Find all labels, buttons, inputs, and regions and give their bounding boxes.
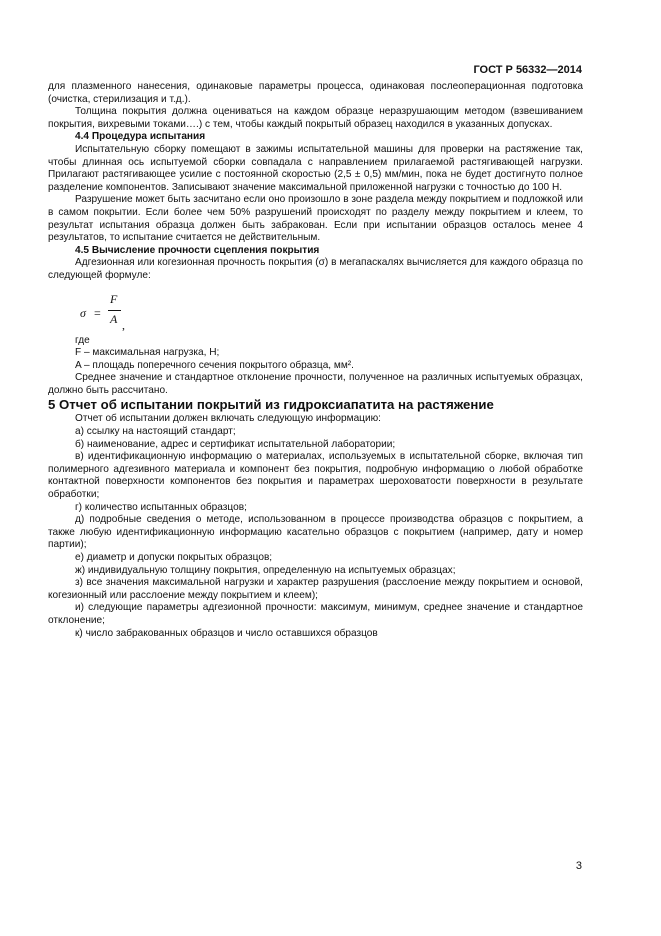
subsection-heading-4-4: 4.4 Процедура испытания	[75, 131, 206, 143]
list-item: б) наименование, адрес и сертификат испытательной лаборатории;	[75, 438, 396, 450]
definition-a	[48, 360, 583, 373]
paragraph: Толщина покрытия должна оцениваться на каждом образце неразрушающим методом (взвешиванием покрытия, вихревыми токами….) с тем, чтобы каждый покрытый образец находился в указанных допусках.	[48, 106, 583, 130]
page-number: 3	[575, 860, 582, 872]
definition-a-tail: .	[351, 359, 354, 371]
definition-f: F – максимальная нагрузка, Н;	[75, 347, 220, 359]
formula-sigma: σ	[80, 305, 86, 320]
paragraph: Испытательную сборку помещают в зажимы испытательной машины для проверки на растяжение так, чтобы длинная ось испытуемой сборки совпадала с направлением прилагаемой растягивающей нагрузки. Прилагают растягивающее усилие с постоянной скоростью (2,5 ± 0,5) мм/мин, пока не будет достигнуто полное разделение компонентов. Записывают значение максимальной приложенной нагрузки с точностью до 100 Н.	[48, 143, 583, 193]
list-item: а) ссылку на настоящий стандарт;	[75, 426, 236, 438]
definition-a-text: A – площадь поперечного сечения покрытого образца, мм²	[75, 359, 352, 371]
paragraph: Среднее значение и стандартное отклонение прочности, полученное на различных испытуемых образцах, должно быть рассчитано.	[48, 372, 583, 396]
strength-formula	[80, 291, 583, 335]
subsection-heading-4-5: 4.5 Вычисление прочности сцепления покрытия	[75, 244, 320, 256]
list-item: д) подробные сведения о методе, использованном в процессе производства образцов с покрытием, а также любую идентификационную информацию касательно образцов с покрытием (например, дату и номер партии);	[48, 514, 583, 551]
list-item: з) все значения максимальной нагрузки и характер разрушения (расслоение между покрытием и основой, когезионный или расслоение между покрытием и клеем);	[48, 577, 583, 601]
fraction-bar	[108, 310, 121, 311]
list-item: к) число забракованных образцов и число оставшихся образцов	[75, 627, 378, 639]
where-label: где	[75, 334, 90, 346]
formula-denominator: A	[110, 311, 118, 326]
list-item: г) количество испытанных образцов;	[75, 501, 247, 513]
paragraph: Адгезионная или когезионная прочность покрытия (σ) в мегапаскалях вычисляется для каждого образца по следующей формуле:	[48, 257, 583, 281]
formula-equals: =	[94, 305, 101, 320]
section-5-intro: Отчет об испытании должен включать следующую информацию:	[75, 413, 381, 425]
section-5-heading: 5 Отчет об испытании покрытий из гидроксиапатита на растяжение	[48, 397, 494, 413]
document-number: ГОСТ Р 56332—2014	[473, 64, 582, 76]
formula-comma: ,	[122, 317, 125, 332]
paragraph: Разрушение может быть засчитано если оно произошло в зоне раздела между покрытием и подложкой или в самом покрытии. Если более чем 50% разрушений происходят по разделу между покрытием и клеем, то результат испытания образца должен быть забракован. Если при испытании образцов осталось менее 4 результатов, то испытание считается не действительным.	[48, 194, 583, 244]
list-item: в) идентификационную информацию о материалах, используемых в испытательной сборке, включая тип полимерного адгезивного материала и компонент без покрытия, подробную информацию о любой обработке контактной поверхности компонентов без покрытия и параметрах шероховатости поверхности в результате обработки;	[48, 451, 583, 501]
page-content	[48, 81, 583, 640]
list-item: и) следующие параметры адгезионной прочности: максимум, минимум, среднее значение и стандартное отклонение;	[48, 602, 583, 626]
formula-numerator: F	[110, 291, 118, 306]
list-item: ж) индивидуальную толщину покрытия, определенную на испытуемых образцах;	[75, 564, 456, 576]
paragraph: для плазменного нанесения, одинаковые параметры процесса, одинаковая послеоперационная подготовка (очистка, стерилизация и т.д.).	[48, 81, 583, 105]
list-item: е) диаметр и допуски покрытых образцов;	[75, 552, 273, 563]
